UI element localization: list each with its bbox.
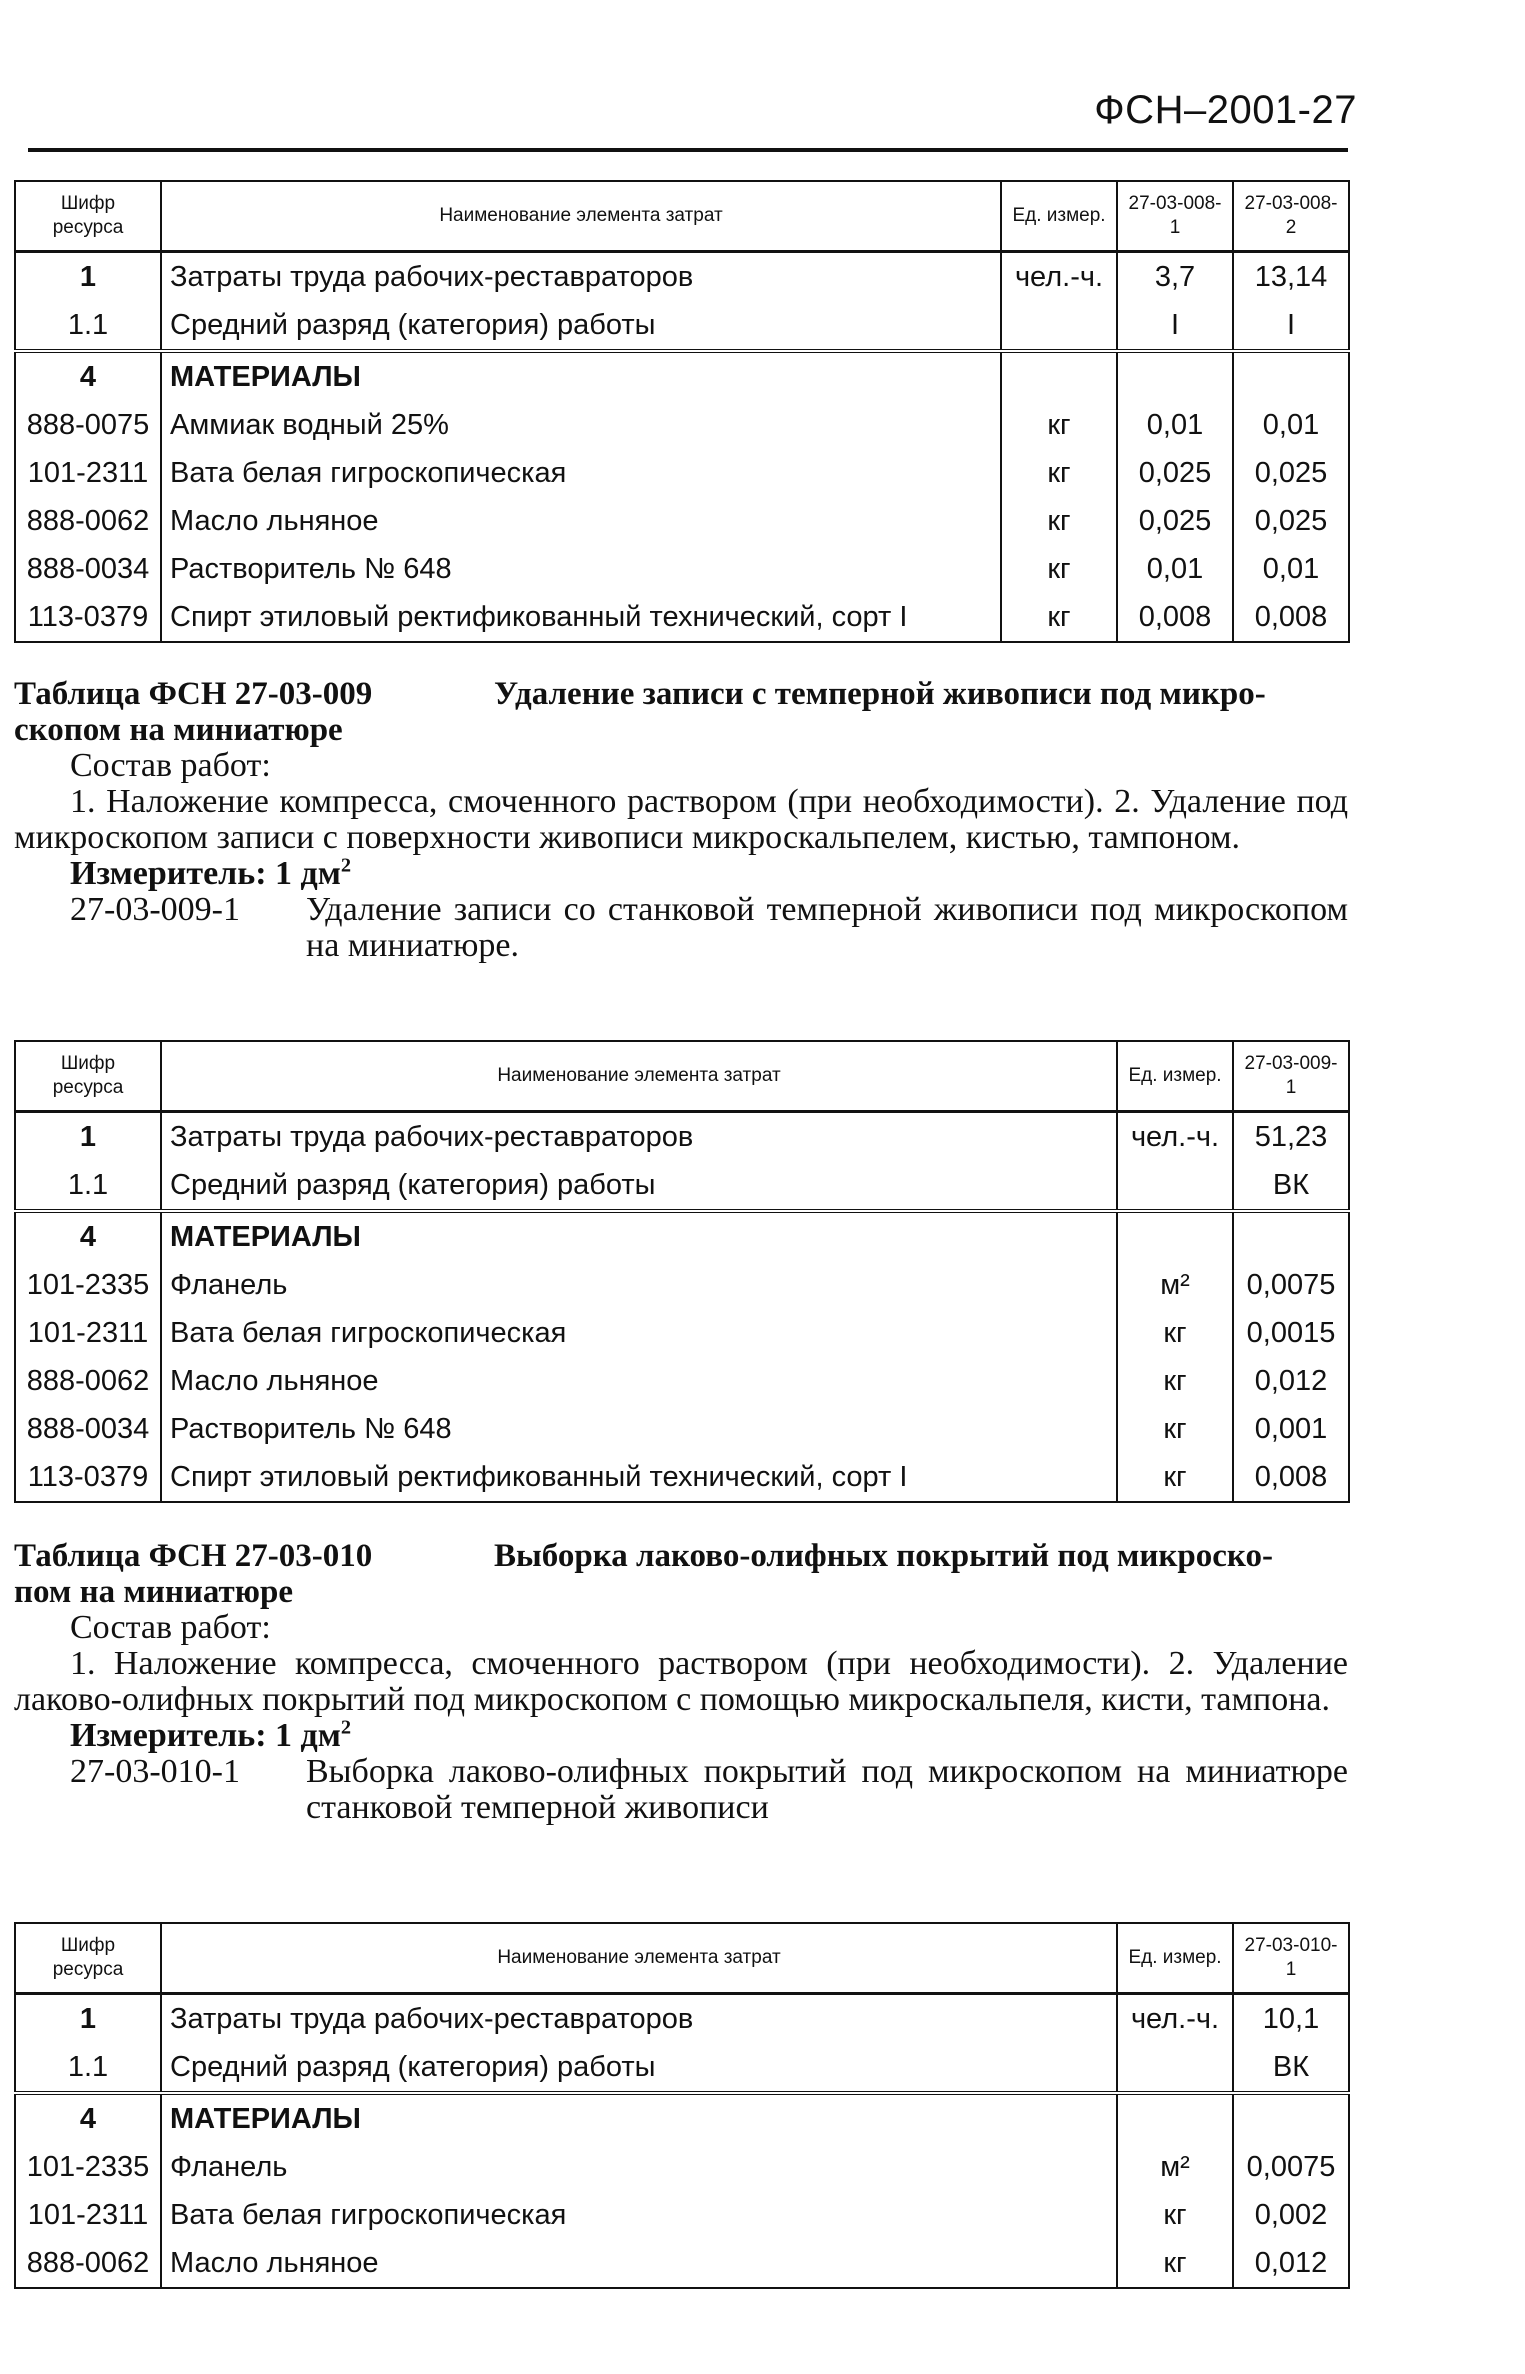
row-value-b: 13,14 [1233,252,1349,302]
header-code: Шифр ресурса [15,181,161,252]
row-value-a: 0,0075 [1233,2143,1349,2191]
row-unit: кг [1117,1309,1233,1357]
table-title [14,1538,1348,1574]
header-name: Наименование элемента затрат [161,1923,1117,1994]
row-value-a: 3,7 [1117,252,1233,302]
row-value-a: 0,001 [1233,1405,1349,1453]
row-name: Масло льняное [161,497,1001,545]
row-value-a: ВК [1233,2043,1349,2093]
row-name: Аммиак водный 25% [161,401,1001,449]
header-col-a: 27-03-009-1 [1233,1041,1349,1112]
row-code: 888-0034 [15,545,161,593]
table-row [15,401,1349,449]
row-code: 101-2311 [15,2191,161,2239]
row-unit: кг [1117,2191,1233,2239]
table-title-part2: скопом на миниатюре [14,712,343,748]
table-row [15,1261,1349,1309]
composition-text: 1. Наложение компресса, смоченного раствором (при необходимости). 2. Удаление лаково-олифных покрытий под микроскопом с помощью микроскальпеля, кисти, тампона. [14,1645,1348,1718]
header-code: Шифр ресурса [15,1041,161,1112]
table-row [15,1112,1349,1162]
row-unit: м² [1117,1261,1233,1309]
row-value-b: 0,025 [1233,449,1349,497]
row-value-a: 10,1 [1233,1994,1349,2044]
row-unit: чел.-ч. [1001,252,1117,302]
row-unit: кг [1117,1405,1233,1453]
row-name: Средний разряд (категория) работы [161,301,1001,351]
row-name: Вата белая гигроскопическая [161,449,1001,497]
composition-text: 1. Наложение компресса, смоченного раствором (при необходимости). 2. Удаление под микроскопом записи с поверхности живописи микроскальпелем, кистью, тампоном. [14,783,1348,856]
row-unit [1001,351,1117,401]
table-row [15,497,1349,545]
row-value-b [1233,351,1349,401]
header-unit: Ед. измер. [1001,181,1117,252]
table-row [15,1994,1349,2044]
row-code: 1.1 [15,2043,161,2093]
row-value-a: 0,01 [1117,401,1233,449]
row-code: 101-2335 [15,1261,161,1309]
measurer-label: Измеритель: 1 дм [70,855,341,892]
header-unit: Ед. измер. [1117,1041,1233,1112]
row-code: 101-2335 [15,2143,161,2191]
row-unit [1117,1161,1233,1211]
row-code: 1.1 [15,301,161,351]
row-code: 1 [15,1994,161,2044]
measurer [14,1718,1348,1754]
header-name: Наименование элемента затрат [161,181,1001,252]
row-unit: чел.-ч. [1117,1112,1233,1162]
row-name: Средний разряд (категория) работы [161,2043,1117,2093]
table-row [15,2043,1349,2093]
table-row [15,2239,1349,2288]
row-name: Затраты труда рабочих-реставраторов [161,252,1001,302]
composition-label: Состав работ: [70,1609,271,1646]
table-number: Таблица ФСН 27-03-009 [14,676,373,712]
row-value-a [1233,2093,1349,2143]
header-code: Шифр ресурса [15,1923,161,1994]
row-unit [1117,2093,1233,2143]
row-code: 1 [15,252,161,302]
row-value-a: 0,012 [1233,2239,1349,2288]
table-row [15,2093,1349,2143]
row-value-a: 0,01 [1117,545,1233,593]
table-row [15,2191,1349,2239]
table-title-part1: Удаление записи с темперной живописи под микро- [494,676,1266,712]
row-value-a: 0,008 [1117,593,1233,642]
row-value-a [1117,351,1233,401]
row-code: 4 [15,1211,161,1261]
table-row [15,545,1349,593]
table-row [15,1161,1349,1211]
page-header-doc-code: ФСН–2001-27 [1094,88,1357,132]
table-row [15,1357,1349,1405]
norm-item-desc: Удаление записи со станковой темперной живописи под микроскопом на миниатюре. [306,891,1348,964]
row-value-a: ВК [1233,1161,1349,1211]
header-col-a: 27-03-008-1 [1117,181,1233,252]
row-value-a: 0,025 [1117,449,1233,497]
row-value-b: 0,008 [1233,593,1349,642]
row-value-a: 0,025 [1117,497,1233,545]
row-name: МАТЕРИАЛЫ [161,2093,1117,2143]
row-code: 4 [15,351,161,401]
row-value-a: 0,008 [1233,1453,1349,1502]
row-code: 101-2311 [15,449,161,497]
row-value-a: 0,012 [1233,1357,1349,1405]
section-27-03-010 [14,1538,1348,1826]
row-unit: кг [1001,497,1117,545]
table-row [15,1453,1349,1502]
table-row [15,449,1349,497]
row-name: МАТЕРИАЛЫ [161,1211,1117,1261]
row-value-a: 0,0075 [1233,1261,1349,1309]
table-row [15,1309,1349,1357]
table-row [15,252,1349,302]
table-title [14,676,1348,712]
table-row [15,2143,1349,2191]
row-name: Вата белая гигроскопическая [161,1309,1117,1357]
row-value-a: 51,23 [1233,1112,1349,1162]
measurer-sup: 2 [340,1716,352,1739]
row-name: Затраты труда рабочих-реставраторов [161,1112,1117,1162]
table-title-part2: пом на миниатюре [14,1574,293,1610]
row-code: 101-2311 [15,1309,161,1357]
row-code: 113-0379 [15,593,161,642]
measurer-label: Измеритель: 1 дм [70,1717,341,1754]
row-unit: кг [1001,449,1117,497]
norm-item [14,892,1348,964]
row-value-b: I [1233,301,1349,351]
table-header-row [15,181,1349,252]
norm-item-code: 27-03-009-1 [70,891,240,928]
row-name: МАТЕРИАЛЫ [161,351,1001,401]
norm-item [14,1754,1348,1826]
measurer-sup: 2 [340,854,352,877]
row-code: 888-0062 [15,497,161,545]
table-number: Таблица ФСН 27-03-010 [14,1538,373,1574]
row-unit: кг [1001,401,1117,449]
table-row [15,1405,1349,1453]
row-unit [1001,301,1117,351]
resource-table-27-03-010 [14,1922,1350,2289]
section-27-03-009 [14,676,1348,964]
row-value-a: 0,0015 [1233,1309,1349,1357]
header-name: Наименование элемента затрат [161,1041,1117,1112]
row-name: Спирт этиловый ректификованный технический, сорт I [161,593,1001,642]
norm-item-code: 27-03-010-1 [70,1753,240,1790]
row-code: 888-0062 [15,2239,161,2288]
table-row [15,351,1349,401]
row-code: 1 [15,1112,161,1162]
row-value-a [1233,1211,1349,1261]
row-name: Фланель [161,2143,1117,2191]
table-row [15,593,1349,642]
measurer [14,856,1348,892]
row-unit: кг [1117,1453,1233,1502]
table-header-row [15,1041,1349,1112]
table-header-row [15,1923,1349,1994]
resource-table-27-03-008 [14,180,1350,643]
row-code: 4 [15,2093,161,2143]
row-value-a: I [1117,301,1233,351]
row-name: Масло льняное [161,2239,1117,2288]
norm-item-desc: Выборка лаково-олифных покрытий под микроскопом на миниатюре станковой темперной живописи [306,1753,1348,1826]
row-name: Растворитель № 648 [161,1405,1117,1453]
row-name: Масло льняное [161,1357,1117,1405]
row-value-b: 0,01 [1233,401,1349,449]
row-value-b: 0,01 [1233,545,1349,593]
resource-table-27-03-009 [14,1040,1350,1503]
row-code: 113-0379 [15,1453,161,1502]
row-code: 888-0075 [15,401,161,449]
header-col-b: 27-03-008-2 [1233,181,1349,252]
row-name: Фланель [161,1261,1117,1309]
row-unit: кг [1117,2239,1233,2288]
row-name: Спирт этиловый ректификованный технический, сорт I [161,1453,1117,1502]
row-value-b: 0,025 [1233,497,1349,545]
row-unit [1117,2043,1233,2093]
row-name: Растворитель № 648 [161,545,1001,593]
row-unit: м² [1117,2143,1233,2191]
row-unit: кг [1001,545,1117,593]
row-code: 888-0034 [15,1405,161,1453]
header-unit: Ед. измер. [1117,1923,1233,1994]
header-col-a: 27-03-010-1 [1233,1923,1349,1994]
row-name: Вата белая гигроскопическая [161,2191,1117,2239]
row-value-a: 0,002 [1233,2191,1349,2239]
row-unit: кг [1001,593,1117,642]
row-unit [1117,1211,1233,1261]
row-name: Средний разряд (категория) работы [161,1161,1117,1211]
composition-label: Состав работ: [70,747,271,784]
header-rule [28,148,1348,152]
row-name: Затраты труда рабочих-реставраторов [161,1994,1117,2044]
row-code: 1.1 [15,1161,161,1211]
row-unit: кг [1117,1357,1233,1405]
row-unit: чел.-ч. [1117,1994,1233,2044]
table-row [15,301,1349,351]
table-row [15,1211,1349,1261]
table-title-part1: Выборка лаково-олифных покрытий под микроско- [494,1538,1273,1574]
row-code: 888-0062 [15,1357,161,1405]
